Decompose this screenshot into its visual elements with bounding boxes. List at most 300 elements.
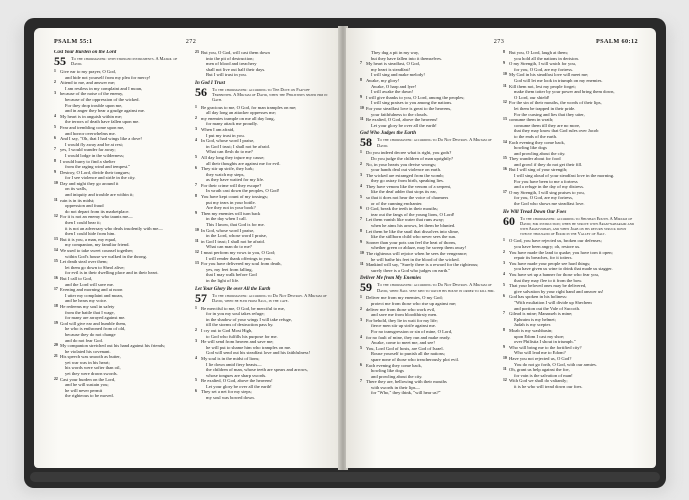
- verse-number: 10: [503, 355, 507, 360]
- verse-text: consume them in wrath;: [509, 117, 554, 123]
- verse-text: fierce men stir up strife against me.: [371, 323, 436, 329]
- verse-text: consume them till they are no more,: [514, 122, 581, 128]
- verse-text: protect me from those who rise up against me;: [371, 300, 457, 306]
- verse-text: and save me from bloodthirsty men.: [371, 312, 438, 318]
- verse-text: surely there is a God who judges on earth.": [371, 267, 451, 273]
- left-page: [34, 28, 340, 468]
- verse-text: but they have fallen into it themselves.: [371, 55, 443, 61]
- left-page-columns: [54, 50, 328, 460]
- psalm-section-title: He Will Tread Down Our Foes: [503, 209, 567, 215]
- verse-number: 6: [195, 389, 197, 394]
- verse-text: I would lodge in the wilderness;: [65, 152, 125, 158]
- verse-line: [54, 393, 187, 399]
- verse-text: over Philistia I shout in triumph.": [514, 339, 576, 345]
- verse-text: Rouse yourself to punish all the nations;: [371, 351, 446, 357]
- psalm-number: 58: [360, 135, 372, 150]
- psalm-heading: [195, 84, 328, 103]
- verse-text: and in anger they bear a grudge against me.: [65, 108, 145, 114]
- verse-text: or of the cunning enchanter.: [371, 200, 423, 206]
- verse-number: 16: [54, 275, 58, 280]
- verse-number: 13: [503, 117, 507, 122]
- verse-number: 8: [195, 194, 197, 199]
- verse-number: 8: [360, 77, 362, 82]
- verse-text: give salvation by your right hand and answer us!: [514, 288, 604, 294]
- verse-text: the righteous to be moved.: [65, 393, 114, 399]
- verse-number: 5: [360, 195, 362, 200]
- verse-text: the God who shows me steadfast love.: [514, 201, 585, 207]
- verse-number: 14: [503, 139, 507, 144]
- verse-text: But it is you, a man, my equal,: [60, 236, 117, 242]
- verse-text: He redeems my soul in safety: [60, 303, 115, 309]
- verse-line: [195, 72, 328, 78]
- right-column-1: [360, 50, 495, 460]
- verse-text: With God we shall do valiantly;: [509, 378, 568, 384]
- verse-text: Do you judge the children of man uprightly?: [371, 155, 454, 161]
- verse-number: 1: [360, 150, 362, 155]
- verse-number: 11: [503, 83, 507, 88]
- verse-text: and prowling about the city.: [371, 373, 423, 379]
- verse-text: In God, whose word I praise,: [201, 227, 255, 233]
- verse-text: Give ear to my prayer, O God,: [60, 69, 116, 74]
- verse-text: in God I trust; I shall not be afraid.: [201, 238, 265, 244]
- verse-number: 1: [195, 305, 197, 310]
- verse-text: Let your glory be over all the earth!: [206, 383, 272, 389]
- verse-number: 1: [503, 238, 505, 243]
- verse-text: But I will trust in you.: [206, 72, 247, 78]
- verse-text: Awake, my glory!: [366, 77, 400, 83]
- verse-text: They wander about for food: [509, 156, 561, 162]
- verse-text: I will awake the dawn!: [371, 89, 414, 95]
- verse-number: 8: [360, 228, 362, 233]
- verse-text: Let your glory be over all the earth!: [371, 122, 437, 128]
- verse-number: 9: [195, 210, 197, 215]
- verse-number: 4: [360, 183, 362, 188]
- verse-text: let them be trapped in their pride.: [514, 105, 576, 111]
- verse-text: and the Lord will save me.: [65, 281, 114, 287]
- verse-line: [503, 201, 638, 207]
- verse-text: tear out the fangs of the young lions, O Lord!: [371, 211, 455, 217]
- verse-text: as they have waited for my life.: [206, 177, 265, 183]
- verse-number: 4: [54, 113, 56, 118]
- verse-number: 2: [195, 115, 197, 120]
- verse-number: 4: [195, 138, 197, 143]
- verse-text: God has spoken in his holiness:: [509, 294, 568, 300]
- verse-text: In wrath cast down the peoples, O God!: [206, 188, 280, 194]
- verse-number: 5: [503, 283, 505, 288]
- verse-text: You, Lord God of hosts, are God of Israel.: [366, 345, 444, 351]
- verse-number: 12: [54, 214, 58, 219]
- verse-text: from the battle that I wage,: [65, 309, 115, 315]
- verse-text: for many attack me proudly.: [206, 121, 258, 127]
- verse-number: 8: [503, 50, 505, 54]
- verse-number: 3: [195, 339, 197, 344]
- verse-number: 1: [54, 69, 56, 73]
- left-page-header: [54, 38, 328, 48]
- verse-text: whose tongues are sharp swords.: [206, 372, 267, 378]
- verse-number: 10: [360, 105, 364, 110]
- verse-text: Be exalted, O God, above the heavens!: [201, 378, 273, 384]
- verse-text: within God's house we walked in the throng.: [65, 253, 147, 259]
- verse-text: into the pit of destruction;: [206, 55, 254, 61]
- verse-text: They dug a pit in my way,: [371, 50, 420, 55]
- verse-line: [195, 395, 328, 401]
- verse-text: For you have delivered my soul from death,: [201, 261, 282, 267]
- verse-text: with swords in their lips—: [371, 384, 420, 390]
- verse-number: 23: [195, 50, 199, 54]
- verse-text: in the light of life.: [206, 277, 240, 283]
- verse-text: then I could bear it;: [65, 220, 101, 226]
- psalm-superscription: To the choirmaster: according to Do Not Destroy. A Miktam of David, when he fled from Saul, in the cave.: [212, 292, 327, 303]
- verse-number: 2: [54, 80, 56, 85]
- verse-number: 2: [360, 306, 362, 311]
- verse-text: Evening and morning and at noon: [60, 287, 123, 293]
- verse-text: For behold, they lie in wait for my life;: [366, 317, 438, 323]
- verse-text: for I see violence and strife in the city.: [65, 175, 136, 181]
- verse-text: yes, my feet from falling,: [206, 266, 253, 272]
- verse-text: My heart is steadfast, O God,: [366, 61, 420, 67]
- verse-number: 20: [54, 343, 58, 348]
- verse-text: I utter my complaint and moan,: [65, 292, 123, 298]
- verse-text: For it is not an enemy who taunts me—: [60, 214, 133, 220]
- verse-text: Judah is my scepter.: [514, 322, 551, 328]
- verse-text: You do not go forth, O God, with our armies.: [514, 361, 597, 367]
- psalm-number: 59: [360, 280, 372, 295]
- verse-text: Who will lead me to Edom?: [514, 350, 566, 356]
- verse-text: in God I trust; I shall not be afraid.: [206, 143, 270, 149]
- verse-number: 18: [54, 303, 58, 308]
- verse-text: because of the oppression of the wicked.: [65, 96, 140, 102]
- verse-number: 19: [54, 320, 58, 325]
- verse-number: 6: [360, 362, 362, 367]
- psalm-section-title: Cast Your Burden on the Lord: [54, 50, 117, 55]
- verse-text: howling like dogs: [371, 368, 404, 374]
- verse-text: Each evening they come back,: [509, 139, 565, 145]
- verse-text: O Lord, our shield!: [514, 94, 550, 100]
- verse-text: whether green or ablaze, may he sweep them away!: [371, 245, 467, 251]
- verse-text: spare none of those who treacherously plot evil.: [371, 356, 460, 362]
- verse-text: shall not live out half their days.: [206, 66, 266, 72]
- verse-text: Mankind will say, "Surely there is a reward for the righteous;: [366, 262, 479, 268]
- verse-text: Are they not in your book?: [206, 205, 256, 211]
- verse-text: all their thoughts are against me for evil.: [206, 160, 281, 166]
- psalm-block: [360, 276, 495, 396]
- verse-text: you hold all the nations in derision.: [514, 55, 579, 61]
- verse-text: Moab is my washbasin;: [509, 327, 553, 333]
- verse-text: the terrors of death have fallen upon me.: [65, 119, 140, 125]
- verse-text: yes, I would wander far away;: [60, 147, 116, 153]
- verse-text: from the raging wind and tempest.": [65, 164, 131, 170]
- verse-text: For no transgression or sin of mine, O Lord,: [371, 328, 453, 334]
- psalm-block: [360, 50, 495, 128]
- verse-number: 1: [360, 295, 362, 300]
- verse-number: 6: [360, 206, 362, 211]
- verse-text: What can flesh do to me?: [206, 149, 253, 155]
- psalm-section-title: In God I Trust: [195, 80, 225, 86]
- verse-text: I lie down amid fiery beasts—: [206, 361, 262, 367]
- psalm-number: 55: [54, 54, 66, 68]
- verse-text: Then my enemies will turn back: [201, 210, 261, 216]
- verse-text: O my Strength, I will watch for you,: [509, 61, 576, 67]
- verse-text: My God in his steadfast love will meet me;: [509, 72, 589, 78]
- verse-text: You have made your people see hard things;: [509, 260, 591, 266]
- verse-text: I will sing and make melody!: [371, 72, 425, 78]
- verse-number: 1: [195, 104, 197, 109]
- verse-text: I will give thanks to you, O Lord, among the peoples;: [366, 94, 465, 100]
- verse-number: 10: [503, 72, 507, 77]
- verse-number: 12: [195, 250, 199, 255]
- verse-text: My companion stretched out his hand against his friends;: [60, 343, 166, 349]
- verse-text: he violated his covenant.: [65, 348, 111, 354]
- psalm-heading: [360, 282, 495, 293]
- verse-text: and a refuge in the day of my distress.: [514, 184, 585, 190]
- verse-number: 10: [54, 180, 58, 185]
- verse-text: No, in your hearts you devise wrongs;: [366, 161, 437, 167]
- verse-text: he will never permit: [65, 387, 103, 393]
- verse-text: oppression and fraud: [65, 203, 104, 209]
- verse-text: in the shadow of your wings I will take refuge,: [206, 316, 292, 322]
- verse-text: for many are arrayed against me.: [65, 315, 126, 321]
- verse-text: My heart is in anguish within me;: [60, 113, 123, 119]
- verse-number: 10: [360, 251, 364, 255]
- verse-number: 10: [195, 227, 199, 232]
- verse-number: 5: [54, 124, 56, 129]
- verse-number: 9: [360, 239, 362, 244]
- verse-text: they watch my steps,: [206, 171, 245, 177]
- verse-number: 3: [195, 126, 197, 131]
- verse-number: 15: [503, 156, 507, 161]
- verse-line: [360, 390, 495, 396]
- verse-text: Sooner than your pots can feel the heat of thorns,: [366, 239, 457, 245]
- verse-text: he will bathe his feet in the blood of the wicked.: [371, 256, 460, 262]
- verse-text: to the ends of the earth.: [514, 133, 558, 139]
- verse-text: And I say, "Oh, that I had wings like a dove!: [60, 136, 142, 142]
- psalm-number: 56: [195, 84, 207, 99]
- verse-text: In God, whose word I praise,: [201, 138, 255, 144]
- verse-number: 22: [54, 376, 58, 381]
- verse-number: 6: [54, 136, 56, 141]
- verse-line: [360, 268, 495, 274]
- verse-text: All day long they injure my cause;: [201, 154, 265, 160]
- psalm-section-title: Let Your Glory Be over All the Earth: [195, 286, 271, 292]
- verse-text: because of the noise of the enemy,: [60, 91, 124, 97]
- psalm-superscription: To the choirmaster: according to Do Not Destroy. A Miktam of David, when Saul sent men to watch his house in order to kill him.: [377, 282, 495, 293]
- verse-text: Be merciful to me, O God, be merciful to me,: [201, 305, 285, 311]
- psalm-superscription: To the choirmaster: according to Shushan Eduth. A Miktam of David; for instruction; when he strove with Aram-naharaim and with Aram-zobah, and when Joab on his return struck down twelve thousand of Edom in the Valley of Salt.: [520, 215, 635, 237]
- verse-text: you have given us wine to drink that made us stagger.: [514, 266, 613, 272]
- verse-text: yet war was in his heart;: [65, 359, 110, 365]
- verse-text: For your steadfast love is great to the heavens,: [366, 105, 452, 111]
- verse-text: Awake, O harp and lyre!: [371, 83, 417, 89]
- verse-number: 6: [503, 294, 505, 299]
- verse-text: O my Strength, I will sing praises to you,: [509, 189, 585, 195]
- psalm-number: 57: [195, 290, 207, 305]
- verse-number: 7: [360, 217, 362, 222]
- verse-line: [360, 123, 495, 129]
- verse-text: There they are, bellowing with their mouths: [366, 379, 447, 385]
- verse-text: he will put to shame him who tramples on me.: [206, 344, 292, 350]
- psalm-block: [195, 287, 328, 401]
- verse-number: 11: [54, 197, 58, 202]
- verse-text: and he hears my voice.: [65, 298, 108, 304]
- verse-text: ruin is in its midst;: [60, 197, 95, 203]
- verse-number: 17: [503, 189, 507, 194]
- verse-text: My soul is in the midst of lions;: [201, 355, 260, 361]
- psalm-heading: [503, 213, 638, 237]
- verse-text: and iniquity and trouble are within it;: [65, 192, 134, 198]
- verse-text: I would hurry to find a shelter: [60, 158, 116, 164]
- verse-text: upon Edom I cast my shoe;: [514, 333, 565, 339]
- psalm-superscription: To the choirmaster: according to The Dove on Far-off Terebinths. A Miktam of David, when the Philistines seized him in Gath.: [212, 86, 328, 103]
- verse-text: But I call to God,: [60, 275, 93, 281]
- verse-text: howling like dogs: [514, 145, 547, 151]
- psalm-superscription: To the choirmaster: according to Do Not Destroy. A Miktam of David.: [377, 137, 492, 148]
- verse-text: I would fly away and be at rest;: [65, 141, 124, 147]
- verse-text: it is he who will tread down our foes.: [514, 383, 583, 389]
- verse-number: 13: [54, 236, 58, 241]
- left-page-number: 272: [185, 38, 197, 45]
- verse-text: that they may know that God rules over Jacob: [514, 128, 599, 134]
- verse-text: to God who fulfills his purpose for me.: [206, 333, 278, 339]
- verse-text: till the storms of destruction pass by.: [206, 322, 274, 328]
- verse-text: What can man do to me?: [206, 244, 252, 250]
- verse-text: on its walls,: [65, 186, 88, 192]
- verse-text: But you, O God, will cast them down: [201, 50, 270, 55]
- verse-text: because they do not change: [65, 331, 116, 337]
- left-column-2: [195, 50, 328, 460]
- verse-text: For the sin of their mouths, the words of their lips,: [509, 100, 602, 106]
- psalm-heading: [360, 137, 495, 148]
- verse-text: His speech was smooth as butter,: [60, 354, 121, 360]
- verse-text: Attend to me, and answer me;: [60, 80, 116, 86]
- verse-text: his words were softer than oil,: [65, 365, 121, 371]
- verse-text: You have set up a banner for those who fear you,: [509, 272, 599, 277]
- verse-number: 2: [503, 249, 505, 254]
- verse-text: put my tears in your bottle.: [206, 199, 256, 205]
- psalm-block: [360, 131, 495, 273]
- verse-text: I must perform my vows to you, O God;: [201, 250, 276, 256]
- verse-text: But I will sing of your strength;: [509, 167, 568, 173]
- verse-text: for no fault of mine, they run and make ready.: [366, 334, 451, 340]
- verse-text: Kill them not, lest my people forget;: [509, 83, 576, 89]
- verse-text: and prowling about the city.: [514, 150, 566, 156]
- psalm-section-title: Deliver Me from My Enemies: [360, 276, 422, 282]
- verse-text: when he aims his arrows, let them be blunted.: [371, 223, 456, 229]
- psalm-block: [195, 50, 328, 78]
- verse-number: 7: [360, 61, 362, 66]
- verse-text: God will let me look in triumph on my enemies.: [514, 77, 603, 83]
- verse-number: 4: [360, 334, 362, 339]
- verse-text: repair its breaches, for it totters.: [514, 255, 573, 261]
- verse-text: Fear and trembling come upon me,: [60, 124, 125, 130]
- verse-text: and he will sustain you;: [65, 382, 109, 388]
- psalm-number: 60: [503, 213, 515, 228]
- verse-text: do not depart from its marketplace.: [65, 208, 130, 214]
- verse-text: This I know, that God is for me.: [206, 222, 265, 228]
- verse-text: the children of man, whose teeth are spears and arrows,: [206, 367, 308, 373]
- verse-text: in the Lord, whose word I praise,: [206, 233, 267, 239]
- verse-text: for you, O God, are my fortress.: [514, 66, 574, 72]
- verse-number: 3: [360, 317, 362, 322]
- verse-text: in the day when I call.: [206, 216, 247, 222]
- verse-text: deliver me from those who work evil,: [366, 306, 436, 312]
- verse-number: 7: [360, 379, 362, 384]
- verse-number: 3: [54, 91, 56, 96]
- verse-number: 9: [503, 61, 505, 66]
- verse-text: and portion out the Vale of Succoth.: [514, 305, 581, 311]
- verse-text: it is not an adversary who deals insolently with me—: [65, 225, 163, 231]
- verse-line: [503, 384, 638, 390]
- verse-text: Cast your burden on the Lord,: [60, 376, 116, 382]
- verse-number: 8: [503, 327, 505, 332]
- verse-number: 16: [503, 167, 507, 172]
- verse-text: "With exultation I will divide up Shechem: [514, 299, 592, 305]
- verse-number: 13: [195, 261, 199, 266]
- verse-text: Awake, come to meet me, and see!: [371, 340, 435, 346]
- verse-text: my soul was bowed down.: [206, 395, 255, 401]
- psalm-superscription: To the choirmaster: with stringed instruments. A Maskil of David.: [71, 56, 178, 67]
- psalm-heading: [54, 56, 187, 67]
- verse-text: When I am afraid,: [201, 126, 235, 132]
- verse-text: Be exalted, O God, above the heavens!: [366, 117, 438, 123]
- verse-text: and do not fear God.: [65, 337, 103, 343]
- verse-number: 6: [195, 166, 197, 171]
- verse-text: You have made the land to quake; you have torn it open;: [509, 249, 613, 255]
- verse-text: your hands deal out violence on earth.: [371, 167, 442, 173]
- verse-text: God will give ear and humble them,: [60, 320, 127, 326]
- verse-text: We used to take sweet counsel together;: [60, 248, 134, 253]
- verse-text: he who is enthroned from of old,: [65, 326, 126, 332]
- verse-text: Who will bring me to the fortified city?: [509, 344, 582, 350]
- verse-text: that I may walk before God: [206, 272, 257, 278]
- verse-text: for "Who," they think, "will hear us?": [371, 390, 441, 396]
- verse-number: 21: [54, 354, 58, 359]
- verse-number: 12: [503, 100, 507, 105]
- psalm-block: [503, 210, 638, 390]
- verse-text: all day long an attacker oppresses me;: [206, 110, 276, 116]
- verse-text: God will send out his steadfast love and his faithfulness!: [206, 350, 310, 356]
- verse-number: 11: [360, 262, 364, 267]
- verse-text: you have been angry; oh, restore us.: [514, 244, 581, 250]
- right-column-2: [503, 50, 638, 460]
- verse-text: yet they were drawn swords.: [65, 371, 118, 377]
- verse-line: [195, 278, 328, 284]
- verse-text: for vain is the salvation of man!: [514, 372, 573, 378]
- verse-text: They have venom like the venom of a serpent,: [366, 183, 452, 189]
- verse-text: Gilead is mine; Manasseh is mine;: [509, 311, 573, 317]
- verse-text: men of blood and treachery: [206, 61, 257, 67]
- verse-text: and growl if they do not get their fill.: [514, 161, 583, 167]
- verse-text: Let them be like the snail that dissolves into slime,: [366, 228, 460, 234]
- verse-number: 3: [503, 260, 505, 265]
- verse-number: 9: [54, 169, 56, 174]
- verse-number: 3: [360, 172, 362, 177]
- verse-text: my heart is steadfast!: [371, 66, 411, 72]
- verse-number: 2: [195, 327, 197, 332]
- verse-text: Have you not rejected us, O God?: [509, 355, 572, 361]
- verse-number: 5: [360, 345, 362, 350]
- verse-text: That your beloved ones may be delivered,: [509, 283, 587, 289]
- verse-text: Let them vanish like water that runs away;: [366, 217, 445, 223]
- verse-text: They set a net for my steps;: [201, 389, 252, 395]
- verse-text: your faithfulness to the clouds.: [371, 111, 428, 117]
- psalm-heading: [195, 290, 328, 305]
- right-page-columns: [360, 50, 638, 460]
- verse-number: 4: [195, 355, 197, 360]
- verse-text: for evil is in their dwelling place and in their heart.: [65, 270, 159, 276]
- verse-text: The righteous will rejoice when he sees the vengeance;: [366, 251, 468, 256]
- verse-text: then I could hide from him.: [65, 231, 116, 237]
- verse-text: O God, break the teeth in their mouths;: [366, 206, 438, 212]
